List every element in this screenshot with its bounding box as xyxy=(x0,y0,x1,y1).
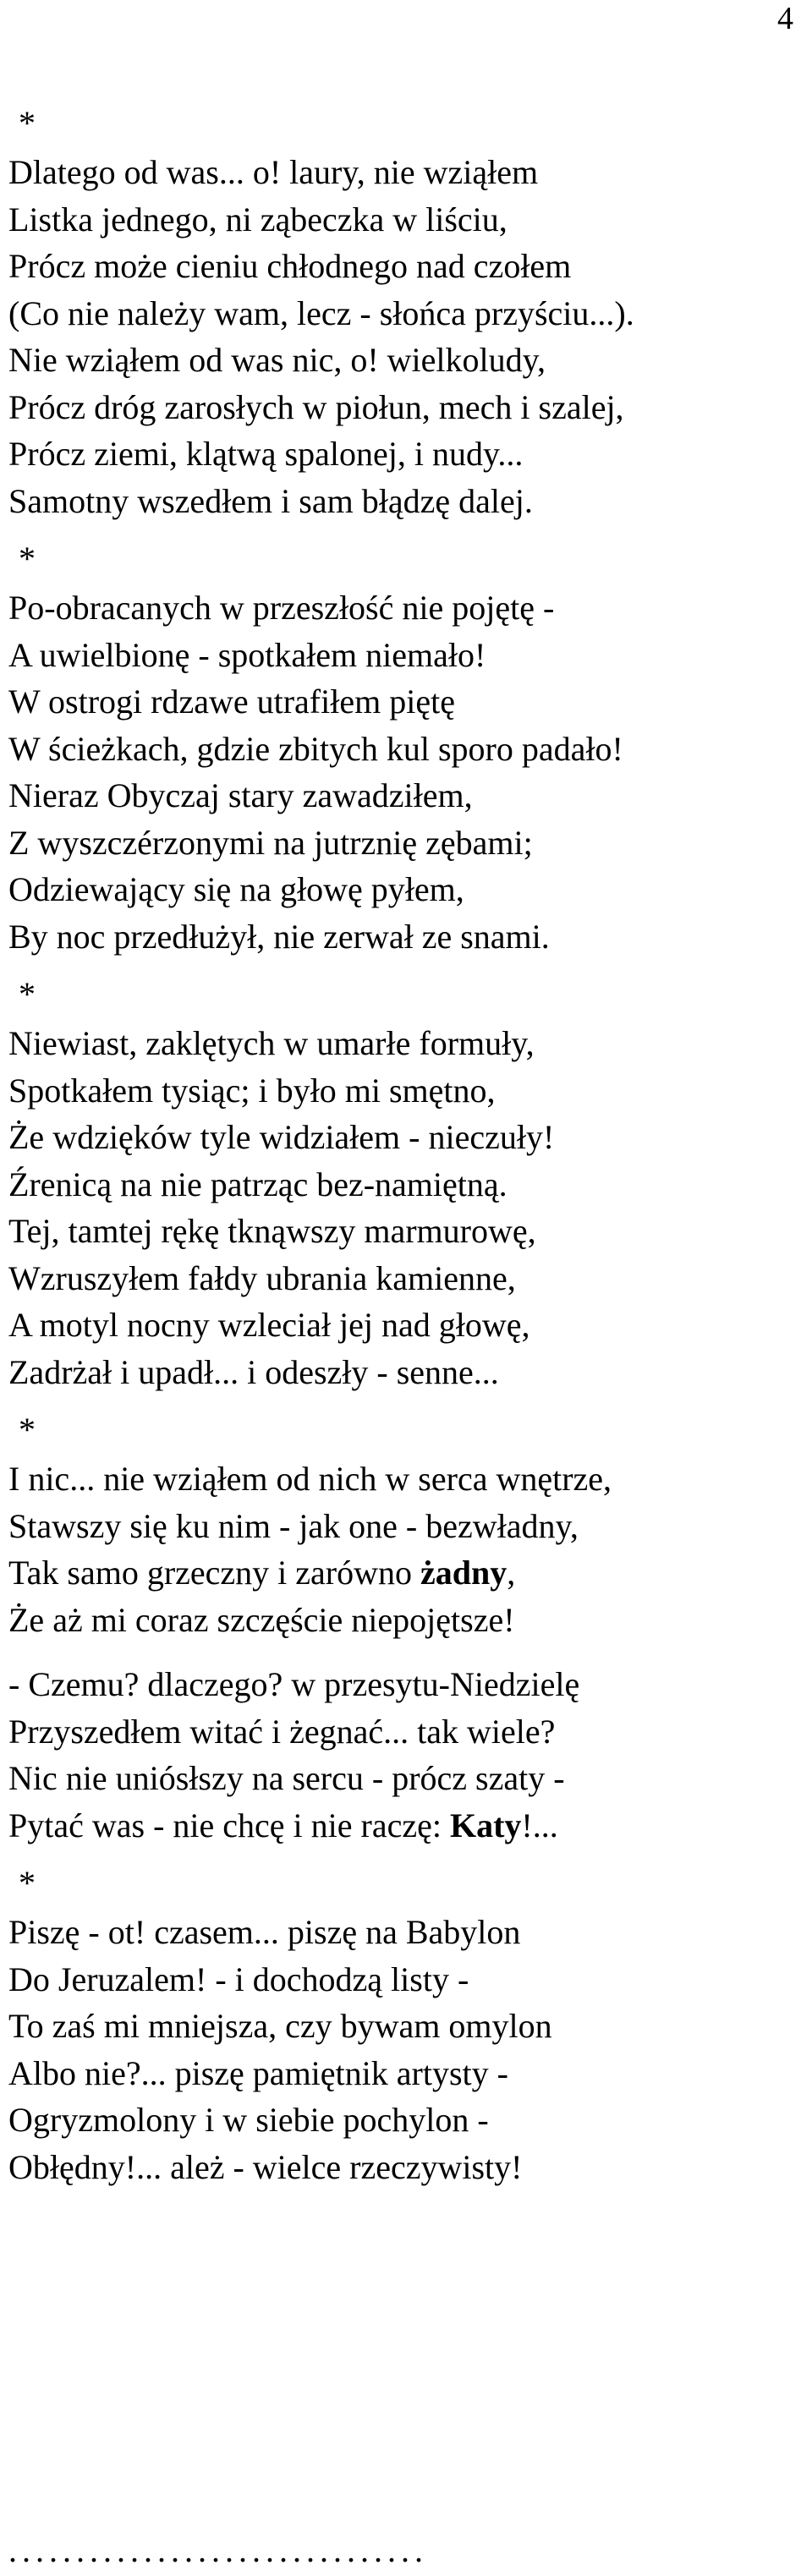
poem-line xyxy=(8,1956,795,2003)
poem-line xyxy=(8,1455,795,1503)
stanza-asterisk: * xyxy=(19,104,36,142)
poem-line xyxy=(8,1067,795,1115)
poem-line xyxy=(8,1161,795,1209)
poem-line xyxy=(8,584,795,632)
line-text: Nic nie uniósłszy na sercu - prócz szaty - xyxy=(8,1759,565,1797)
line-text: Pytać was - nie chcę i nie raczę: xyxy=(8,1806,450,1844)
line-text: I nic... nie wziąłem od nich w serca wnętrze, xyxy=(8,1460,612,1498)
line-text: Odziewający się na głowę pyłem, xyxy=(8,870,464,908)
bold-word: żadny xyxy=(420,1554,508,1592)
line-text: Prócz ziemi, klątwą spalonej, i nudy... xyxy=(8,435,524,473)
stanza xyxy=(8,1413,795,1643)
line-text: Nieraz Obyczaj stary zawadziłem, xyxy=(8,776,473,814)
line-text: Obłędny!... ależ - wielce rzeczywisty! xyxy=(8,2147,523,2186)
stanza-asterisk: * xyxy=(19,975,36,1013)
line-text: W ostrogi rdzawe utrafiłem piętę xyxy=(8,682,455,721)
poem-line xyxy=(8,1755,795,1802)
poem-line xyxy=(8,2144,795,2191)
poem-line xyxy=(8,1909,795,1956)
stanza xyxy=(8,104,795,524)
poem-line xyxy=(8,290,795,337)
stanza xyxy=(8,1866,795,2190)
line-text: Wzruszyłem fałdy ubrania kamienne, xyxy=(8,1258,516,1297)
stanza xyxy=(8,542,795,960)
line-text: Nie wziąłem od was nic, o! wielkoludy, xyxy=(8,341,546,379)
poem-line xyxy=(8,1597,795,1644)
line-text: (Co nie należy wam, lecz - słońca przyściu...). xyxy=(8,293,634,332)
poem-line xyxy=(8,1302,795,1349)
poem-line xyxy=(8,430,795,478)
poem-line xyxy=(8,149,795,196)
line-text: Tej, tamtej rękę tknąwszy marmurowę, xyxy=(8,1212,536,1250)
poem-line xyxy=(8,726,795,773)
poem-line xyxy=(8,1661,795,1708)
poem-line xyxy=(8,478,795,525)
stanza-asterisk: * xyxy=(19,540,36,578)
stanza-asterisk: * xyxy=(19,1864,36,1902)
line-text: Z wyszczérzonymi na jutrznię zębami; xyxy=(8,823,533,862)
poem-line xyxy=(8,632,795,679)
line-text: Po-obracanych w przeszłość nie pojętę - xyxy=(8,589,555,627)
line-text: W ścieżkach, gdzie zbitych kul sporo padało! xyxy=(8,729,623,768)
poem-line xyxy=(8,243,795,290)
bold-word: Katy xyxy=(449,1806,522,1844)
poem-line xyxy=(8,2050,795,2097)
poem-line xyxy=(8,337,795,384)
poem-line xyxy=(8,819,795,867)
line-text: A uwielbionę - spotkałem niemało! xyxy=(8,635,486,674)
line-text: !... xyxy=(521,1806,558,1844)
line-text: Że aż mi coraz szczęście niepojętsze! xyxy=(8,1600,515,1639)
poem-line xyxy=(8,1549,795,1597)
poem-line xyxy=(8,196,795,244)
poem-line xyxy=(8,2003,795,2050)
line-text: Przyszedłem witać i żegnać... tak wiele? xyxy=(8,1712,556,1751)
stanza xyxy=(8,975,795,1395)
stanza-asterisk: * xyxy=(19,1411,36,1449)
poem-line xyxy=(8,384,795,431)
line-text: To zaś mi mniejsza, czy bywam omylon xyxy=(8,2007,552,2045)
poem-line xyxy=(8,1349,795,1396)
poem-line xyxy=(8,1208,795,1255)
line-text: Do Jeruzalem! - i dochodzą listy - xyxy=(8,1959,469,1998)
line-text: Albo nie?... piszę pamiętnik artysty - xyxy=(8,2053,508,2092)
poem-line xyxy=(8,772,795,819)
line-text: Tak samo grzeczny i zarówno xyxy=(8,1554,420,1592)
poem-line xyxy=(8,678,795,726)
line-text: Spotkałem tysiąc; i było mi smętno, xyxy=(8,1071,496,1110)
poem-line xyxy=(8,1503,795,1550)
line-text: Stawszy się ku nim - jak one - bezwładny, xyxy=(8,1506,579,1545)
poem-line xyxy=(8,866,795,913)
line-text: Ogryzmolony i w siebie pochylon - xyxy=(8,2101,489,2139)
poem-line xyxy=(8,1020,795,1067)
line-text: Samotny wszedłem i sam błądzę dalej. xyxy=(8,481,533,520)
poem-line xyxy=(8,1255,795,1302)
stanza xyxy=(8,1661,795,1849)
line-text: Prócz może cieniu chłodnego nad czołem xyxy=(8,247,572,285)
line-text: By noc przedłużył, nie zerwał ze snami. xyxy=(8,917,550,956)
line-text: Niewiast, zaklętych w umarłe formuły, xyxy=(8,1024,535,1062)
closing-dotted-line: ............................... xyxy=(8,2531,428,2569)
line-text: Piszę - ot! czasem... piszę na Babylon xyxy=(8,1913,521,1951)
line-text: Dlatego od was... o! laury, nie wziąłem xyxy=(8,153,539,191)
line-text: Prócz dróg zarosłych w piołun, mech i szalej, xyxy=(8,387,624,426)
poem-line xyxy=(8,1114,795,1161)
page-number: 4 xyxy=(777,1,793,36)
line-text: Że wdzięków tyle widziałem - nieczuły! xyxy=(8,1118,555,1156)
line-text: - Czemu? dlaczego? w przesytu-Niedzielę xyxy=(8,1665,580,1703)
poem-line xyxy=(8,913,795,961)
poem-line xyxy=(8,1802,795,1850)
line-text: Zadrżał i upadł... i odeszły - senne... xyxy=(8,1352,499,1391)
poem-line xyxy=(8,2096,795,2144)
line-text: Źrenicą na nie patrząc bez-namiętną. xyxy=(8,1165,508,1203)
poem-line xyxy=(8,1708,795,1756)
line-text: , xyxy=(507,1554,516,1592)
line-text: Listka jednego, ni ząbeczka w liściu, xyxy=(8,200,508,238)
poem-text xyxy=(8,104,795,2190)
line-text: A motyl nocny wzleciał jej nad głowę, xyxy=(8,1306,530,1344)
